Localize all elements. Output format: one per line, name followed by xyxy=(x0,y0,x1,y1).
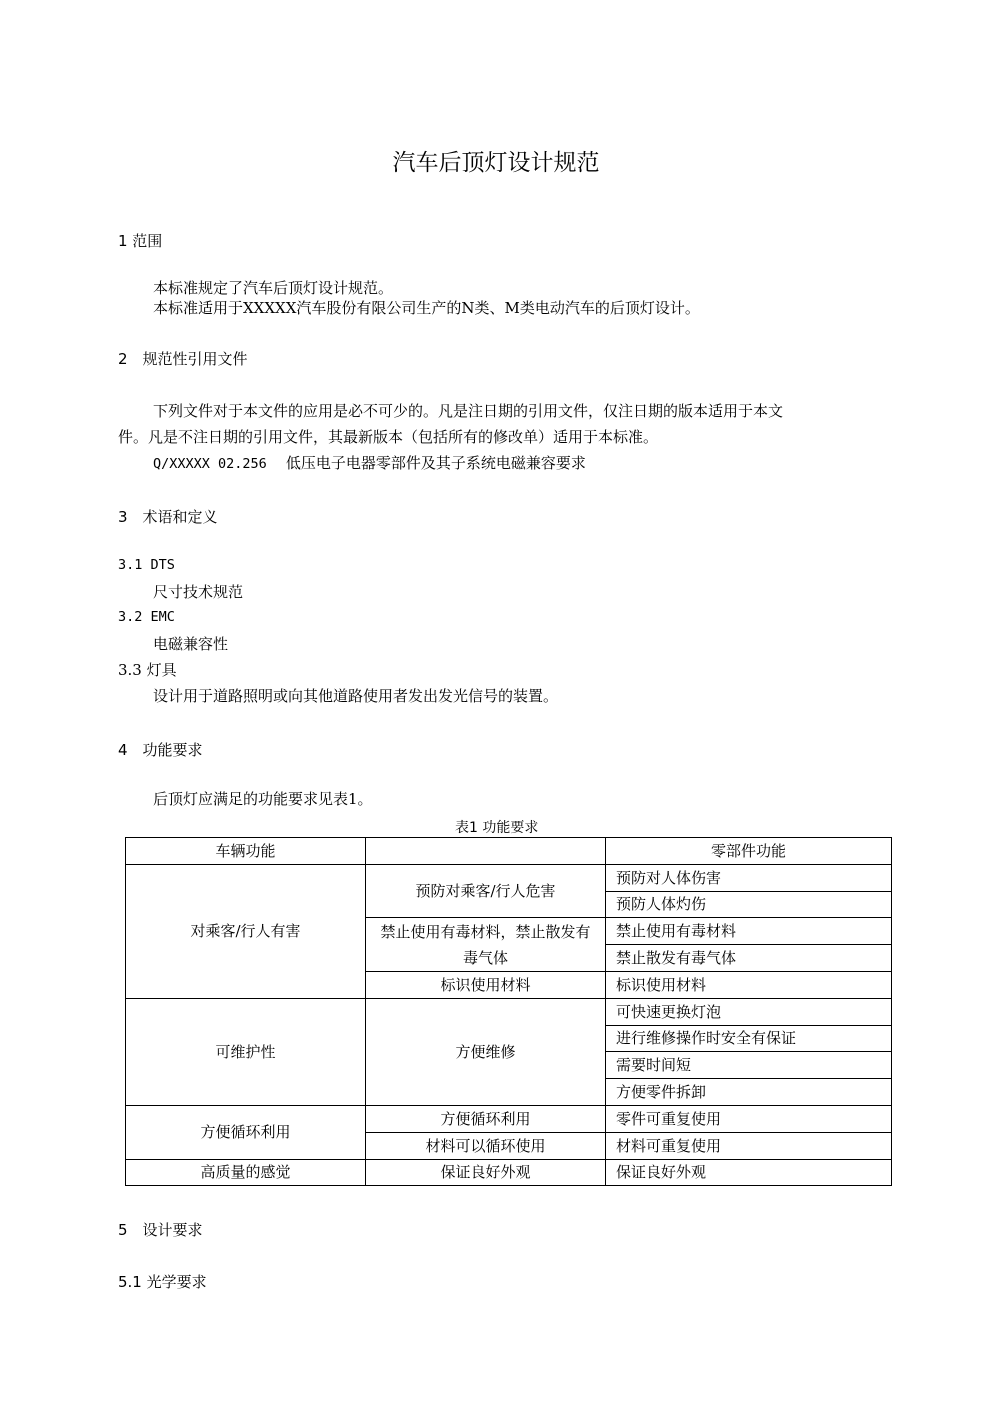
table-row xyxy=(126,1159,892,1186)
table-row xyxy=(126,864,892,891)
part-function-cell: 可快速更换灯泡 xyxy=(606,998,892,1025)
header-part-function: 零部件功能 xyxy=(606,838,892,865)
part-function-cell: 禁止使用有毒材料 xyxy=(606,918,892,945)
middle-cell: 材料可以循环使用 xyxy=(366,1132,606,1159)
vehicle-function-cell: 对乘客/行人有害 xyxy=(126,864,366,998)
section-1-paragraph-2: 本标准适用于XXXXX汽车股份有限公司生产的N类、M类电动汽车的后顶灯设计。 xyxy=(153,299,700,317)
vehicle-function-cell: 可维护性 xyxy=(126,998,366,1105)
part-function-cell: 材料可重复使用 xyxy=(606,1132,892,1159)
part-function-cell: 方便零件拆卸 xyxy=(606,1079,892,1106)
header-vehicle-function: 车辆功能 xyxy=(126,838,366,865)
part-function-cell: 进行维修操作时安全有保证 xyxy=(606,1025,892,1052)
part-function-cell: 预防对人体伤害 xyxy=(606,864,892,891)
term-3-2-definition: 电磁兼容性 xyxy=(153,635,229,653)
section-5-heading: 5 设计要求 xyxy=(118,1221,203,1239)
middle-cell: 保证良好外观 xyxy=(366,1159,606,1186)
section-2-heading: 2 规范性引用文件 xyxy=(118,350,248,368)
term-3-2-number: 3.2 EMC xyxy=(118,609,175,625)
function-requirements-table xyxy=(125,837,892,1186)
table-caption: 表1 功能要求 xyxy=(455,820,539,836)
part-function-cell: 需要时间短 xyxy=(606,1052,892,1079)
middle-cell: 禁止使用有毒材料，禁止散发有毒气体 xyxy=(366,918,606,972)
middle-cell: 标识使用材料 xyxy=(366,971,606,998)
section-1-heading: 1 范围 xyxy=(118,232,163,250)
table-row xyxy=(126,1105,892,1132)
reference-code: Q/XXXXX 02.256 xyxy=(153,456,267,472)
part-function-cell: 保证良好外观 xyxy=(606,1159,892,1186)
normative-reference xyxy=(153,450,586,477)
part-function-cell: 标识使用材料 xyxy=(606,971,892,998)
term-3-1-definition: 尺寸技术规范 xyxy=(153,583,244,601)
vehicle-function-cell: 方便循环利用 xyxy=(126,1105,366,1159)
term-3-1-number: 3.1 DTS xyxy=(118,557,175,573)
table-header-row xyxy=(126,838,892,865)
section-4-paragraph: 后顶灯应满足的功能要求见表1。 xyxy=(153,790,373,808)
document-title: 汽车后顶灯设计规范 xyxy=(392,150,600,176)
middle-cell: 方便循环利用 xyxy=(366,1105,606,1132)
part-function-cell: 禁止散发有毒气体 xyxy=(606,945,892,972)
section-3-heading: 3 术语和定义 xyxy=(118,508,218,526)
section-5-1-heading: 5.1 光学要求 xyxy=(118,1273,207,1291)
part-function-cell: 零件可重复使用 xyxy=(606,1105,892,1132)
middle-cell: 预防对乘客/行人危害 xyxy=(366,864,606,918)
part-function-cell: 预防人体灼伤 xyxy=(606,891,892,918)
table-row xyxy=(126,998,892,1025)
term-3-3-number: 3.3 灯具 xyxy=(118,661,177,679)
reference-title: 低压电子电器零部件及其子系统电磁兼容要求 xyxy=(285,454,586,472)
section-1-paragraph-1: 本标准规定了汽车后顶灯设计规范。 xyxy=(153,279,394,297)
term-3-3-definition: 设计用于道路照明或向其他道路使用者发出发光信号的装置。 xyxy=(153,687,559,705)
middle-cell: 方便维修 xyxy=(366,998,606,1105)
section-4-heading: 4 功能要求 xyxy=(118,741,203,759)
section-2-paragraph-line-2: 件。凡是不注日期的引用文件，其最新版本（包括所有的修改单）适用于本标准。 xyxy=(118,428,659,446)
vehicle-function-cell: 高质量的感觉 xyxy=(126,1159,366,1186)
section-2-paragraph-line-1: 下列文件对于本文件的应用是必不可少的。凡是注日期的引用文件，仅注日期的版本适用于本文 xyxy=(153,402,784,420)
header-middle xyxy=(366,838,606,865)
